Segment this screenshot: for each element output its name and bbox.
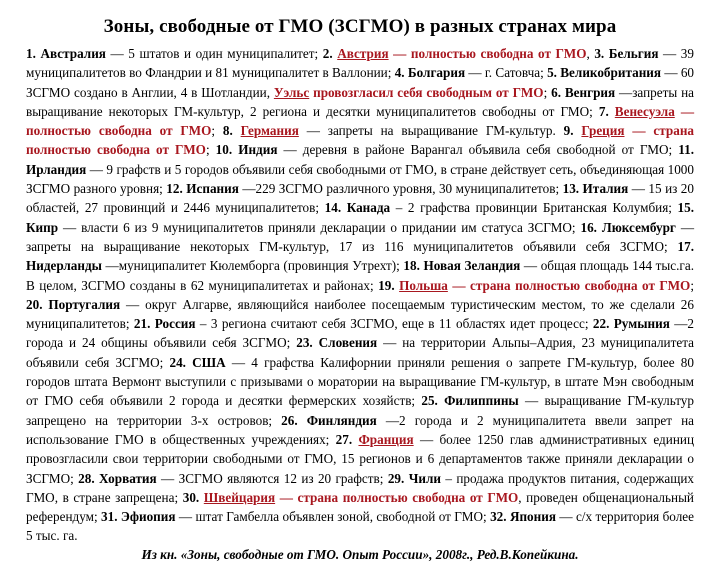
entry-text: — выращивание ГМ-культур запрещено на территории 3-х островов; <box>26 393 694 428</box>
entry-number: 13. <box>562 181 580 197</box>
entry-highlight: — страна полностью свободна от ГМО <box>447 277 691 293</box>
entry-inline-country: Уэльс <box>273 84 310 100</box>
entry-country: Португалия <box>48 296 121 312</box>
entry-number: 7. <box>598 103 609 119</box>
entry-number: 1. <box>26 46 36 61</box>
entry-text: – продажа продуктов питания, содержащих ГМО, в стране запрещена; <box>26 470 695 505</box>
country-entry <box>223 123 564 138</box>
entry-text: — более 1250 глав административных единиц провозгласили свои территории свободными от ГМО, 15 регионов и 6 департаментов также приняли декларации о ЗСГМО; <box>26 431 694 486</box>
country-entry <box>216 142 679 157</box>
entry-text: — власти 6 из 9 муниципалитетов приняли декларации о придании им статуса ЗСГМО; <box>58 219 581 235</box>
entry-text: — округ Алгарве, являющийся наиболее посещаемым туристическим местом, то же сделали 26 муниципалитетов; <box>26 296 694 332</box>
entry-number: 2. <box>322 46 333 61</box>
entry-text: ; <box>543 84 552 100</box>
entry-highlight: —полностью свободна от ГМО <box>26 103 695 139</box>
page-title: Зоны, свободные от ГМО (ЗСГМО) в разных странах мира <box>103 16 617 37</box>
entry-highlight: провозгласил себя свободным от ГМО <box>309 84 544 100</box>
country-entry <box>395 65 547 80</box>
entry-country: Италия <box>582 181 629 197</box>
country-list-paragraph <box>26 44 694 546</box>
entry-text: ; <box>211 123 223 139</box>
entry-country: Швейцария <box>203 489 276 505</box>
entry-number: 11. <box>678 142 694 158</box>
entry-text: , <box>586 46 595 61</box>
entry-text: , проведен общенациональный референдум; <box>26 489 694 525</box>
entry-number: 29. <box>387 470 405 486</box>
entry-country: Филиппины <box>444 393 519 409</box>
entry-text: —2 города и 2 муниципалитета ввели запрет на использование ГМО в общественных учреждениях; <box>26 412 695 447</box>
entry-country: Новая Зеландия <box>423 258 521 274</box>
entry-text: – 2 графства провинции Британская Колумбия; <box>390 200 678 216</box>
entry-number: 12. <box>166 181 183 197</box>
country-entry <box>166 181 562 196</box>
entry-text: ; <box>205 142 216 158</box>
entry-number: 32. <box>490 509 507 525</box>
country-entry <box>134 316 593 331</box>
entry-number: 19. <box>378 277 395 293</box>
entry-text: — 15 из 20 областей, 27 провинций и 2446 муниципалитетов; <box>26 181 694 216</box>
country-entry <box>78 471 388 486</box>
entry-number: 5. <box>547 65 557 81</box>
entry-text: — деревня в районе Варангал объявила себя свободной от ГМО; <box>277 142 679 158</box>
country-entry <box>101 509 490 524</box>
entry-country: Чили <box>408 470 441 486</box>
entry-text: — с/х территория более 5 тыс. га. <box>26 509 695 544</box>
entry-country: Венгрия <box>564 84 616 100</box>
entry-highlight: — страна полностью свободна от ГМО <box>275 489 519 505</box>
entry-country: Австралия <box>40 46 106 61</box>
entry-number: 24. <box>169 354 186 370</box>
entry-number: 9. <box>563 123 574 139</box>
entry-text: — 9 графств и 5 городов объявили себя свободными от ГМО, в стране действует сеть, объединяющая 1000 ЗСГМО разного уровня; <box>26 161 694 197</box>
entry-country: Канада <box>346 200 391 216</box>
entry-country: Испания <box>186 181 239 197</box>
entry-country: Бельгия <box>608 46 659 61</box>
entry-number: 25. <box>421 393 438 409</box>
country-entry <box>378 278 694 293</box>
entry-country: Эфиопия <box>120 509 176 525</box>
entry-text: — штат Гамбелла объявлен зоной, свободной от ГМО; <box>175 509 491 525</box>
entry-number: 17. <box>677 238 694 254</box>
entry-country: Австрия <box>337 46 389 61</box>
entry-number: 10. <box>215 142 233 158</box>
entry-number: 20. <box>26 296 43 312</box>
entry-text: — 39 муниципалитетов во Фландрии и 81 муниципалитет в Валлонии; <box>26 46 694 81</box>
entry-text: — запреты на выращивание ГМ-культур. <box>298 123 564 139</box>
entry-number: 15. <box>677 200 695 216</box>
entry-country: Япония <box>509 509 556 525</box>
entry-country: Финляндия <box>306 412 377 428</box>
entry-country: Болгария <box>407 65 466 81</box>
entry-country: Венесуэла <box>614 103 675 119</box>
entry-text: — на территории Альпы–Адрия, 23 муниципалитета объявили себя ЗСГМО; <box>26 335 694 370</box>
entry-country: Румыния <box>613 316 670 332</box>
entry-text: —229 ЗСГМО различного уровня, 30 муниципалитетов; <box>238 181 563 197</box>
entry-text: — общая площадь 144 тыс.га. В целом, ЗСГМО созданы в 62 муниципалитетах и районах; <box>26 258 694 293</box>
entry-country: Греция <box>581 123 625 139</box>
entry-country: Кипр <box>26 219 59 235</box>
entry-number: 26. <box>281 412 298 428</box>
entry-highlight: — страна полностью свободна от ГМО <box>26 123 695 158</box>
country-entry <box>26 46 323 61</box>
entry-country: Ирландия <box>26 161 87 177</box>
entry-country: Индия <box>238 142 278 158</box>
entry-text: — ЗСГМО являются 12 из 20 графств; <box>156 470 388 486</box>
source-citation: Из кн. «Зоны, свободные от ГМО. Опыт России», 2008г., Ред.В.Копейкина. <box>141 546 579 562</box>
entry-country: Великобритания <box>560 65 662 81</box>
entry-country: Германия <box>240 123 299 139</box>
entry-text: —запреты на выращивание некоторых ГМ-культур, 17 из 116 муниципалитетов объявили себя ЗСГМО; <box>26 219 694 254</box>
entry-country: Польша <box>399 277 448 293</box>
entry-country: Россия <box>154 316 196 332</box>
entry-text: — 4 графства Калифорнии приняли решения о запрете ГМ-культур, более 80 городов штата Вермонт выступили с призывами о моратории на выращивание ГМ-культур, в штате Мэн свободным от ГМО себя объявили 2 города и десятки фермерских хозяйств; <box>26 354 694 409</box>
entry-country: Словения <box>318 335 378 351</box>
entry-number: 8. <box>222 123 233 139</box>
entry-country: США <box>192 354 226 370</box>
entry-number: 18. <box>403 258 420 274</box>
entry-number: 14. <box>324 200 342 216</box>
entry-text: — 60 ЗСГМО создано в Англии, 4 в Шотландии, <box>26 65 695 100</box>
entry-number: 16. <box>580 219 597 235</box>
entry-number: 27. <box>335 431 353 447</box>
entry-number: 23. <box>296 335 313 351</box>
entry-text: — 5 штатов и один муниципалитет; <box>105 46 323 61</box>
entry-text: —2 города и 24 общины объявили себя ЗСГМО; <box>26 316 695 351</box>
entry-text: – 3 региона считают себя ЗСГМО, еще в 11 областях идет процесс; <box>195 316 593 332</box>
entry-number: 22. <box>592 316 610 332</box>
entry-text: ; <box>690 277 694 293</box>
entry-number: 3. <box>594 46 605 61</box>
entry-country: Люксембург <box>601 219 676 235</box>
entry-country: Нидерланды <box>26 258 102 274</box>
country-entry <box>323 46 595 61</box>
entry-number: 6. <box>551 84 561 100</box>
entry-number: 4. <box>394 65 405 81</box>
entry-text: —запреты на выращивание некоторых ГМ-культур, 2 региона и десятки муниципалитетов свободны от ГМО; <box>26 84 695 119</box>
entry-country: Хорватия <box>99 470 157 486</box>
entry-text: — г. Сатовча; <box>465 65 548 81</box>
entry-number: 21. <box>133 316 151 332</box>
country-entry <box>325 200 678 215</box>
entry-highlight: — полностью свободна от ГМО <box>388 46 587 61</box>
entry-country: Франция <box>358 431 414 447</box>
entry-number: 30. <box>182 489 200 505</box>
entry-number: 31. <box>101 509 118 525</box>
entry-text: —муниципалитет Кюлемборга (провинция Утрехт); <box>101 258 404 274</box>
entry-number: 28. <box>78 470 95 486</box>
